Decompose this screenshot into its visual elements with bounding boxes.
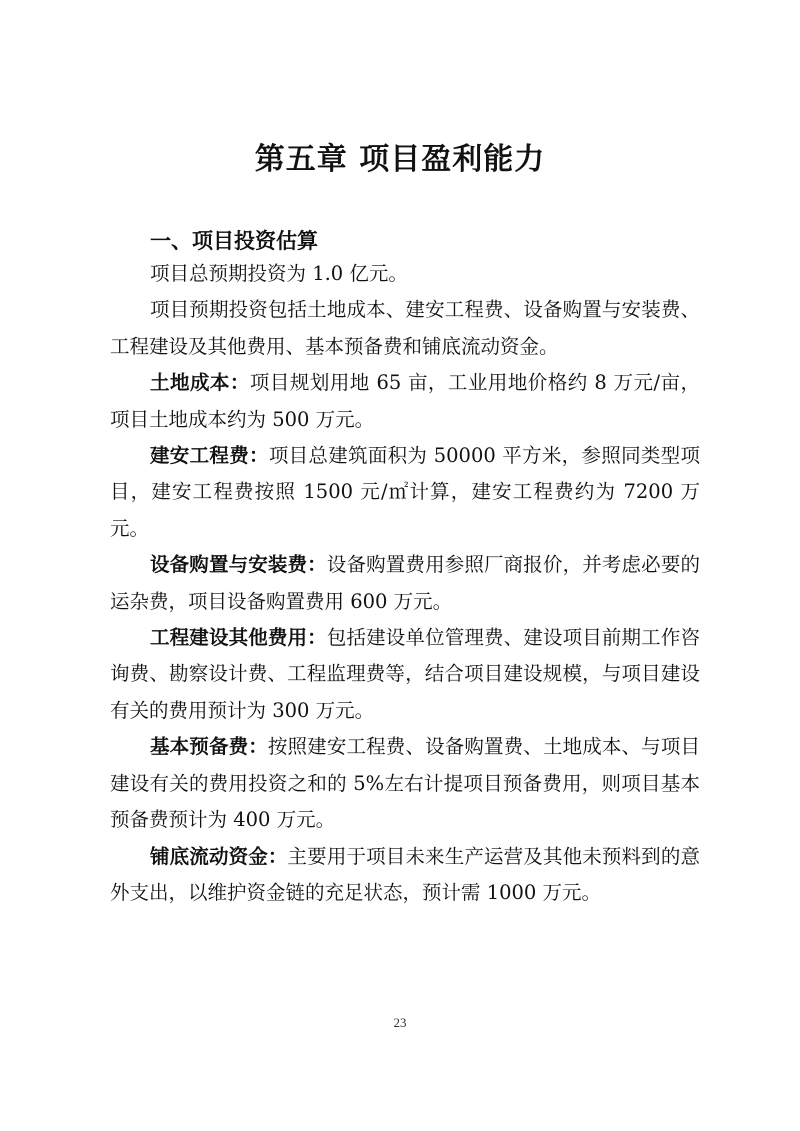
paragraph-text: 按照建安工程费、设备购置费、土地成本、与项目建设有关的费用投资之和的 5%左右计提项目预备费用，则项目基本预备费预计为 400 万元。 <box>110 735 700 832</box>
paragraph-lead: 土地成本： <box>150 371 250 395</box>
paragraph-lead: 工程建设其他费用： <box>150 626 327 650</box>
paragraph-land-cost <box>110 365 700 438</box>
paragraph-other-cost <box>110 620 700 729</box>
paragraph-lead: 基本预备费： <box>150 735 268 759</box>
paragraph-text: 项目总建筑面积为 50000 平方米，参照同类型项目，建安工程费按照 1500 元/㎡计算，建安工程费约为 7200 万元。 <box>110 444 700 540</box>
paragraph-text: 设备购置费用参照厂商报价，并考虑必要的运杂费，项目设备购置费用 600 万元。 <box>110 553 700 613</box>
paragraph-text: 主要用于项目未来生产运营及其他未预料到的意外支出，以维护资金链的充足状态，预计需 1000 万元。 <box>110 844 700 904</box>
paragraph-lead: 建安工程费： <box>150 444 269 468</box>
page-number: 23 <box>393 1015 407 1030</box>
paragraph-investment-scope <box>110 292 700 365</box>
chapter-title: 第五章 项目盈利能力 <box>254 142 546 177</box>
paragraph-contingency <box>110 729 700 838</box>
paragraph-text: 包括建设单位管理费、建设项目前期工作咨询费、勘察设计费、工程监理费等，结合项目建设规模，与项目建设有关的费用预计为 300 万元。 <box>110 626 700 722</box>
paragraph-lead: 设备购置与安装费： <box>150 553 327 577</box>
body-text <box>110 256 700 911</box>
paragraph-total-investment <box>110 256 700 292</box>
paragraph-text: 项目总预期投资为 1.0 亿元。 <box>150 262 408 285</box>
paragraph-text: 项目规划用地 65 亩，工业用地价格约 8 万元/亩，项目土地成本约为 500 万元。 <box>110 371 700 431</box>
paragraph-text: 项目预期投资包括土地成本、建安工程费、设备购置与安装费、工程建设及其他费用、基本预备费和铺底流动资金。 <box>110 298 700 358</box>
paragraph-lead: 铺底流动资金： <box>150 844 288 868</box>
paragraph-working-capital <box>110 839 700 912</box>
paragraph-equipment-cost <box>110 547 700 620</box>
paragraph-construction-cost <box>110 438 700 547</box>
section-heading: 一、项目投资估算 <box>150 228 318 253</box>
